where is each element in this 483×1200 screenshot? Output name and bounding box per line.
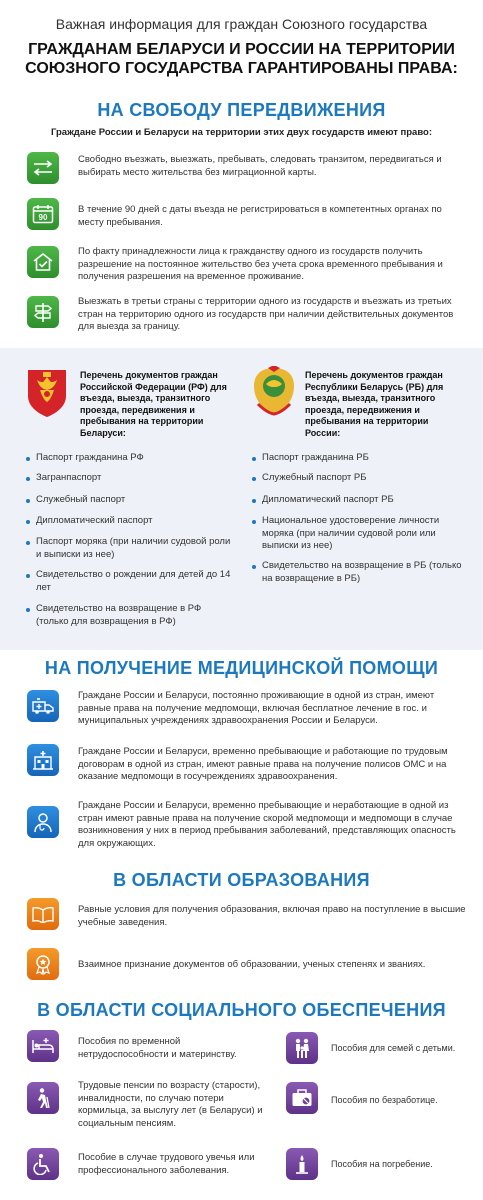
ambulance-icon (27, 690, 59, 722)
certificate-icon (27, 948, 59, 980)
medical-item-2: Граждане России и Беларуси, временно пребывающие и работающие по трудовым договорам в одной из стран, имеют равные права на получение полисов ОМС и на оказание медпомощи в госучреждениях здравоохранения. (78, 746, 448, 782)
candle-icon (286, 1148, 318, 1180)
hospital-icon (27, 744, 59, 776)
medical-item-3: Граждане России и Беларуси, временно пребывающие и неработающие в одной из стран имеют равные права на получение скорой медпомощи и медпомощи в случае возникновения у них в период пребывания заболеваний, представляющих опасность для окружающих. (78, 800, 456, 849)
list-item: Паспорт гражданина РФ (36, 452, 236, 465)
education-item-1: Равные условия для получения образования, включая право на поступление в высшие учебные заведения. (78, 904, 466, 928)
doctor-icon (27, 806, 59, 838)
movement-item-3: По факту принадлежности лица к гражданству одного из государств получить разрешение на постоянное жительство без учета срока временного пребывания и получения разрешения на временное проживание. (78, 246, 443, 282)
education-heading: В ОБЛАСТИ ОБРАЗОВАНИЯ (113, 870, 370, 890)
calendar-90-icon (27, 198, 59, 230)
social-item-2: Пособия для семей с детьми. (331, 1043, 456, 1053)
family-icon (286, 1032, 318, 1064)
russia-coat-of-arms (22, 366, 72, 418)
list-item: Служебный паспорт (36, 494, 236, 507)
social-item-5: Пособие в случае трудового увечья или профессионального заболевания. (78, 1152, 255, 1176)
movement-item-1: Свободно въезжать, выезжать, пребывать, следовать транзитом, передвигаться и выбирать место жительства без миграционной карты. (78, 154, 442, 178)
list-item: Свидетельство на возвращение в РБ (только на возвращение в РБ) (262, 560, 462, 585)
social-item-1: Пособия по временной нетрудоспособности и материнству. (78, 1036, 237, 1060)
svg-text:90: 90 (38, 213, 48, 222)
arrows-icon (27, 152, 59, 184)
movement-item-4: Выезжать в третьи страны с территории одного из государств и въезжать из третьих стран на территорию одного из государств при наличии действительных документов для выезда за границу. (78, 296, 454, 332)
list-item: Паспорт моряка (при наличии судовой роли и выписки из нее) (36, 536, 236, 561)
briefcase-icon (286, 1082, 318, 1114)
social-item-3: Трудовые пенсии по возрасту (старости), инвалидности, по случаю потери кормильца, за выслугу лет (в Беларуси) и социальным пенсиям. (78, 1080, 263, 1129)
book-icon (27, 898, 59, 930)
belarus-coat-of-arms (250, 366, 298, 418)
house-check-icon (27, 246, 59, 278)
elderly-icon (27, 1082, 59, 1114)
social-item-4: Пособия по безработице. (331, 1095, 438, 1105)
russia-docs-title: Перечень документов граждан Российской Федерации (РФ) для въезда, выезда, транзитного проезда, передвижения и пребывания на территории Беларуси: (80, 370, 227, 438)
list-item: Дипломатический паспорт (36, 515, 236, 528)
movement-intro: Граждане России и Беларуси на территории этих двух государств имеют право: (50, 127, 433, 138)
main-title: ГРАЖДАНАМ БЕЛАРУСИ И РОССИИ НА ТЕРРИТОРИИ СОЮЗНОГО ГОСУДАРСТВА ГАРАНТИРОВАНЫ ПРАВА: (25, 41, 458, 77)
list-item: Паспорт гражданина РБ (262, 452, 462, 465)
list-item: Служебный паспорт РБ (262, 472, 462, 485)
education-item-2: Взаимное признание документов об образовании, ученых степенях и званиях. (78, 959, 426, 970)
bed-icon (27, 1030, 59, 1062)
wheelchair-icon (27, 1148, 59, 1180)
list-item: Дипломатический паспорт РБ (262, 494, 462, 507)
movement-item-2: В течение 90 дней с даты въезда не регистрироваться в компетентных органах по месту пребывания. (78, 204, 442, 228)
social-heading: В ОБЛАСТИ СОЦИАЛЬНОГО ОБЕСПЕЧЕНИЯ (37, 1000, 446, 1020)
social-item-6: Пособия на погребение. (331, 1159, 433, 1169)
header-subtitle: Важная информация для граждан Союзного государства (55, 16, 428, 32)
list-item: Загранпаспорт (36, 472, 236, 485)
movement-heading: НА СВОБОДУ ПЕРЕДВИЖЕНИЯ (97, 100, 386, 120)
signpost-icon (27, 296, 59, 328)
medical-heading: НА ПОЛУЧЕНИЕ МЕДИЦИНСКОЙ ПОМОЩИ (44, 658, 439, 678)
list-item: Свидетельство о рождении для детей до 14 лет (36, 569, 236, 594)
belarus-docs-title: Перечень документов граждан Республики Беларусь (РБ) для въезда, выезда, транзитного проезда, передвижения и пребывания на территории России: (305, 370, 444, 438)
list-item: Национальное удостоверение личности моряка (при наличии судовой роли или выписки из нее) (262, 515, 462, 553)
medical-item-1: Граждане России и Беларуси, постоянно проживающие в одной из стран, имеют равные права на получение медпомощи, включая бесплатное лечение в гос. и муниципальных учреждениях здравоохранения России и Беларуси. (78, 690, 435, 726)
list-item: Свидетельство на возвращение в РФ (только для возвращения в РФ) (36, 603, 236, 628)
